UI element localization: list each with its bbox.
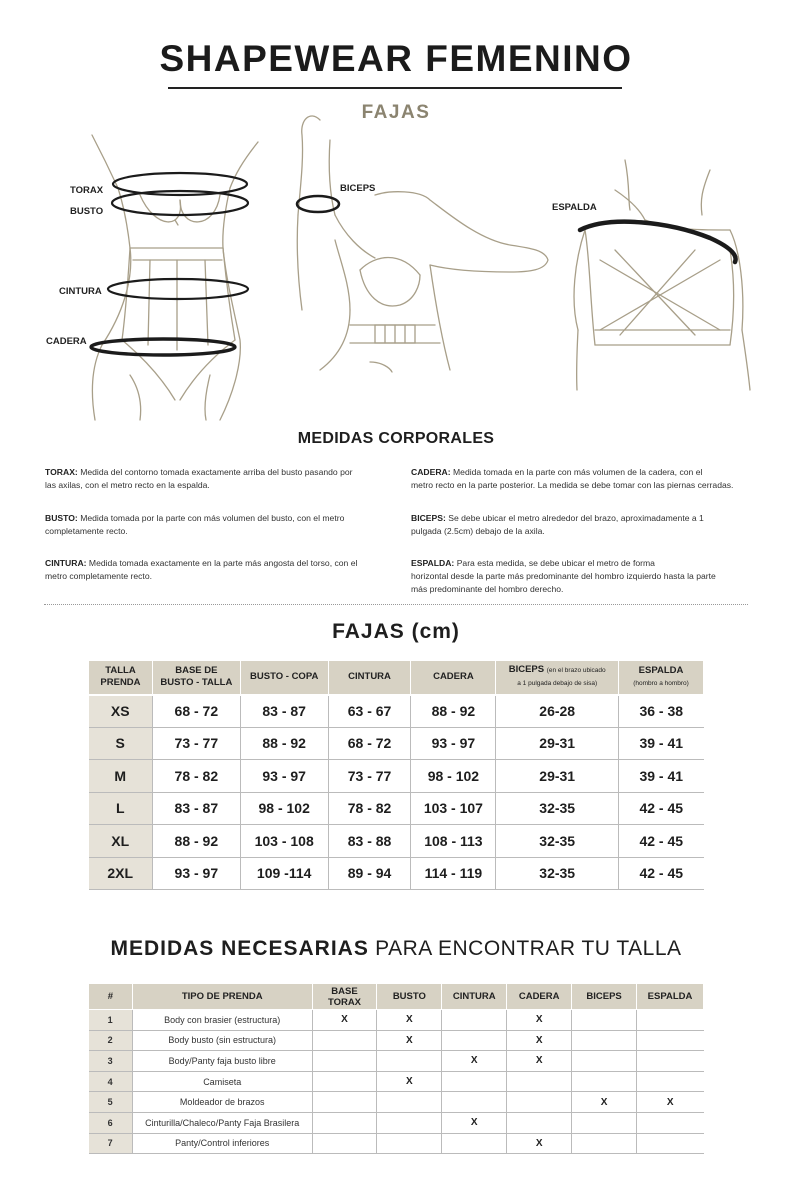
size-label: M xyxy=(89,760,153,793)
table-row xyxy=(89,825,704,858)
measure-mark xyxy=(312,1133,377,1154)
table-cell: 32-35 xyxy=(496,825,619,858)
measure-mark xyxy=(377,1051,442,1072)
table-cell: 114 - 119 xyxy=(411,857,496,890)
row-number: 1 xyxy=(89,1010,133,1031)
table-row xyxy=(89,727,704,760)
measure-mark xyxy=(637,1071,704,1092)
measure-mark xyxy=(507,1071,572,1092)
garment-type: Body con brasier (estructura) xyxy=(132,1010,312,1031)
table-row xyxy=(89,760,704,793)
row-number: 7 xyxy=(89,1133,133,1154)
measure-mark xyxy=(637,1051,704,1072)
table-cell: 83 - 87 xyxy=(240,695,328,728)
header-cintura: CINTURA xyxy=(442,984,507,1010)
measure-mark xyxy=(572,1112,637,1133)
table-cell: 39 - 41 xyxy=(619,727,704,760)
biceps-description: BICEPS: Se debe ubicar el metro alrededor del brazo, aproximadamente a 1 pulgada (2.5cm) debajo de la axila. xyxy=(411,513,704,536)
measure-mark: X xyxy=(637,1092,704,1113)
measure-mark xyxy=(312,1092,377,1113)
measure-mark xyxy=(572,1071,637,1092)
page-subtitle: FAJAS xyxy=(361,102,431,123)
measure-mark xyxy=(637,1010,704,1031)
measure-mark xyxy=(572,1030,637,1051)
measure-mark xyxy=(377,1112,442,1133)
garment-type: Panty/Control inferiores xyxy=(132,1133,312,1154)
table-cell: 88 - 92 xyxy=(411,695,496,728)
header-biceps: BICEPS (en el brazo ubicado a 1 pulgada debajo de sisa) xyxy=(496,661,619,695)
size-label: S xyxy=(89,727,153,760)
espalda-label: ESPALDA xyxy=(552,202,597,213)
table-cell: 29-31 xyxy=(496,727,619,760)
table-cell: 93 - 97 xyxy=(152,857,240,890)
header-espalda: ESPALDA (hombro a hombro) xyxy=(619,661,704,695)
table-cell: 103 - 108 xyxy=(240,825,328,858)
table-cell: 83 - 87 xyxy=(152,792,240,825)
measure-mark xyxy=(312,1030,377,1051)
header-tipo: TIPO DE PRENDA xyxy=(132,984,312,1010)
header-cintura: CINTURA xyxy=(328,661,411,695)
measure-mark xyxy=(442,1010,507,1031)
table-cell: 98 - 102 xyxy=(411,760,496,793)
table-cell: 42 - 45 xyxy=(619,825,704,858)
row-number: 3 xyxy=(89,1051,133,1072)
table-cell: 78 - 82 xyxy=(152,760,240,793)
size-table xyxy=(88,660,704,890)
table-cell: 89 - 94 xyxy=(328,857,411,890)
measure-mark: X xyxy=(377,1030,442,1051)
table-row xyxy=(89,1030,704,1051)
measure-mark xyxy=(312,1071,377,1092)
table-row xyxy=(89,1112,704,1133)
busto-description: BUSTO: Medida tomada por la parte con más volumen del busto, con el metro completamente recto. xyxy=(45,513,345,536)
header-base-torax: BASE TORAX xyxy=(312,984,377,1010)
header-talla: TALLA PRENDA xyxy=(89,661,153,695)
table-row xyxy=(89,1010,704,1031)
torax-label: TORAX xyxy=(70,185,104,196)
measure-mark xyxy=(442,1133,507,1154)
table-cell: 83 - 88 xyxy=(328,825,411,858)
cadera-label: CADERA xyxy=(46,336,87,347)
table-cell: 88 - 92 xyxy=(152,825,240,858)
table-cell: 109 -114 xyxy=(240,857,328,890)
measure-mark xyxy=(442,1071,507,1092)
table-cell: 108 - 113 xyxy=(411,825,496,858)
header-base: BASE DE BUSTO - TALLA xyxy=(152,661,240,695)
measure-mark xyxy=(637,1030,704,1051)
measure-mark xyxy=(572,1051,637,1072)
measure-mark xyxy=(637,1133,704,1154)
table-cell: 93 - 97 xyxy=(411,727,496,760)
cadera-band xyxy=(91,339,235,355)
table-cell: 88 - 92 xyxy=(240,727,328,760)
measure-mark xyxy=(377,1092,442,1113)
table-cell: 103 - 107 xyxy=(411,792,496,825)
table-cell: 26-28 xyxy=(496,695,619,728)
size-label: 2XL xyxy=(89,857,153,890)
table-cell: 68 - 72 xyxy=(152,695,240,728)
measure-mark xyxy=(377,1133,442,1154)
measure-mark xyxy=(442,1030,507,1051)
measure-mark xyxy=(572,1010,637,1031)
header-busto: BUSTO xyxy=(377,984,442,1010)
espalda-band xyxy=(580,222,736,262)
measure-mark: X xyxy=(377,1071,442,1092)
header-biceps: BICEPS xyxy=(572,984,637,1010)
needs-table-header xyxy=(89,984,704,1010)
measure-mark: X xyxy=(507,1051,572,1072)
measure-mark: X xyxy=(572,1092,637,1113)
table-cell: 39 - 41 xyxy=(619,760,704,793)
header-cadera: CADERA xyxy=(411,661,496,695)
row-number: 6 xyxy=(89,1112,133,1133)
garment-type: Camiseta xyxy=(132,1071,312,1092)
measure-mark: X xyxy=(507,1030,572,1051)
espalda-description: ESPALDA: Para esta medida, se debe ubicar el metro de forma horizontal desde la parte más predominante del hombro izquierdo hasta la parte más predominante del hombro derecho. xyxy=(411,558,716,594)
measurement-illustrations xyxy=(30,100,770,430)
garment-type: Moldeador de brazos xyxy=(132,1092,312,1113)
table-row xyxy=(89,1133,704,1154)
cadera-description: CADERA: Medida tomada en la parte con más volumen de la cadera, con el metro recto en la parte posterior. La medida se debe tomar con las piernas cerradas. xyxy=(411,467,734,490)
table-row xyxy=(89,1092,704,1113)
needs-table xyxy=(88,983,704,1154)
busto-label: BUSTO xyxy=(70,206,104,217)
measure-mark: X xyxy=(442,1051,507,1072)
table-cell: 98 - 102 xyxy=(240,792,328,825)
row-number: 4 xyxy=(89,1071,133,1092)
garment-type: Cinturilla/Chaleco/Panty Faja Brasilera xyxy=(132,1112,312,1133)
body-measurements-heading: MEDIDAS CORPORALES xyxy=(297,430,495,447)
measure-mark: X xyxy=(507,1010,572,1031)
row-number: 5 xyxy=(89,1092,133,1113)
measure-mark xyxy=(312,1051,377,1072)
table-row xyxy=(89,1071,704,1092)
title-divider xyxy=(168,87,622,89)
measure-mark: X xyxy=(507,1133,572,1154)
torax-description: TORAX: Medida del contorno tomada exactamente arriba del busto pasando por las axilas, con el metro recto en la espalda. xyxy=(45,467,353,490)
measure-mark: X xyxy=(442,1112,507,1133)
table-cell: 36 - 38 xyxy=(619,695,704,728)
header-espalda: ESPALDA xyxy=(637,984,704,1010)
row-number: 2 xyxy=(89,1030,133,1051)
size-table-header xyxy=(89,661,704,695)
size-table-title: FAJAS (cm) xyxy=(332,620,460,643)
table-row xyxy=(89,857,704,890)
measure-mark: X xyxy=(312,1010,377,1031)
size-label: XS xyxy=(89,695,153,728)
cintura-label: CINTURA xyxy=(59,286,102,297)
table-cell: 68 - 72 xyxy=(328,727,411,760)
table-cell: 29-31 xyxy=(496,760,619,793)
header-cadera: CADERA xyxy=(507,984,572,1010)
measure-mark xyxy=(442,1092,507,1113)
table-cell: 93 - 97 xyxy=(240,760,328,793)
header-busto: BUSTO - COPA xyxy=(240,661,328,695)
table-cell: 32-35 xyxy=(496,792,619,825)
measure-mark xyxy=(637,1112,704,1133)
size-label: XL xyxy=(89,825,153,858)
table-row xyxy=(89,695,704,728)
measure-mark xyxy=(507,1112,572,1133)
biceps-label: BICEPS xyxy=(340,183,376,194)
measure-mark: X xyxy=(377,1010,442,1031)
table-cell: 32-35 xyxy=(496,857,619,890)
page-title: SHAPEWEAR FEMENINO xyxy=(159,38,633,79)
needs-table-title: MEDIDAS NECESARIAS PARA ENCONTRAR TU TALLA xyxy=(110,937,682,960)
header-num: # xyxy=(89,984,133,1010)
section-divider xyxy=(44,604,748,605)
table-cell: 63 - 67 xyxy=(328,695,411,728)
measure-mark xyxy=(572,1133,637,1154)
garment-type: Body/Panty faja busto libre xyxy=(132,1051,312,1072)
cintura-description: CINTURA: Medida tomada exactamente en la parte más angosta del torso, con el metro completamente recto. xyxy=(45,558,358,581)
table-cell: 73 - 77 xyxy=(152,727,240,760)
table-row xyxy=(89,792,704,825)
table-cell: 78 - 82 xyxy=(328,792,411,825)
size-label: L xyxy=(89,792,153,825)
table-cell: 42 - 45 xyxy=(619,857,704,890)
garment-type: Body busto (sin estructura) xyxy=(132,1030,312,1051)
back-figure xyxy=(574,160,750,390)
raised-arm-figure xyxy=(297,116,548,372)
measure-mark xyxy=(312,1112,377,1133)
measure-mark xyxy=(507,1092,572,1113)
table-cell: 73 - 77 xyxy=(328,760,411,793)
table-cell: 42 - 45 xyxy=(619,792,704,825)
table-row xyxy=(89,1051,704,1072)
